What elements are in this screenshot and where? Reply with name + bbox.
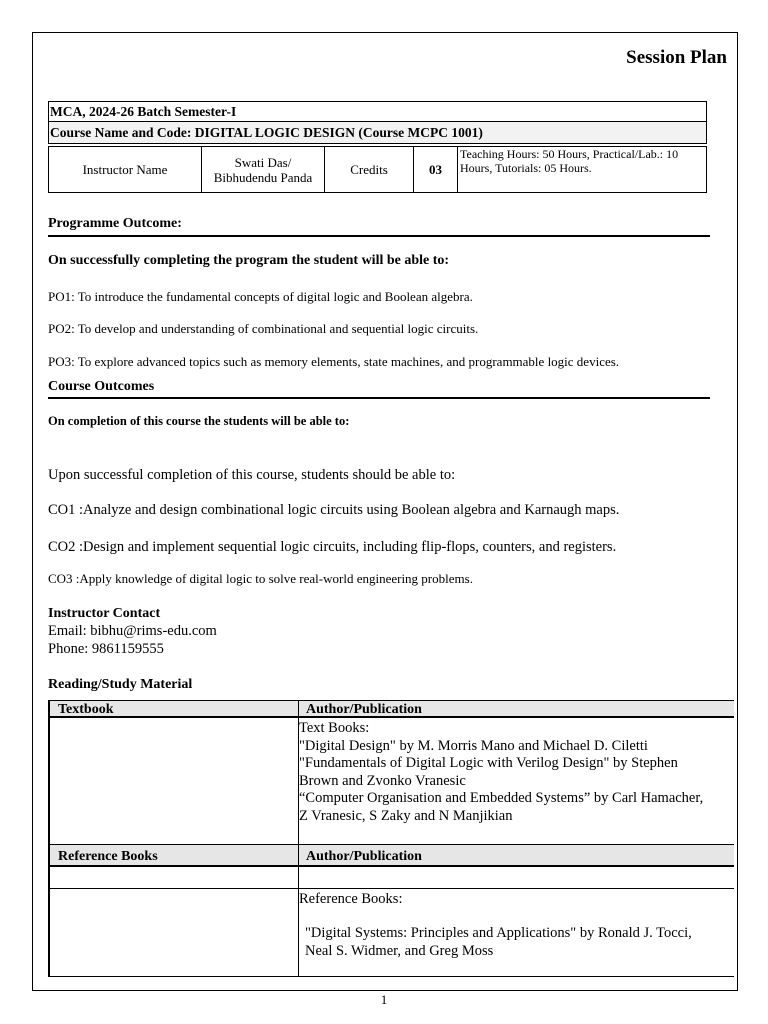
reference-list xyxy=(305,924,692,960)
table-left-border xyxy=(48,700,50,976)
textbook-list xyxy=(299,720,703,825)
po-item: PO1: To introduce the fundamental concepts of digital logic and Boolean algebra. xyxy=(48,289,473,304)
page-title: Session Plan xyxy=(626,47,727,68)
programme-rule xyxy=(48,235,710,237)
credits-label: Credits xyxy=(325,147,414,192)
reference-header-row xyxy=(48,844,734,867)
hours-cell xyxy=(458,147,706,192)
textbook-column-header: Textbook xyxy=(58,702,114,717)
course-name-row: Course Name and Code: DIGITAL LOGIC DESIGN (Course MCPC 1001) xyxy=(48,122,707,144)
reference-line: Neal S. Widmer, and Greg Moss xyxy=(305,943,494,959)
page-number: 1 xyxy=(380,992,388,1007)
textbook-line: Z Vranesic, S Zaky and N Manjikian xyxy=(299,807,513,824)
textbook-line: Brown and Zvonko Vranesic xyxy=(299,772,466,789)
credits-value: 03 xyxy=(414,147,458,192)
instructor-row xyxy=(48,146,707,193)
instructor-name-line-1: Swati Das/ xyxy=(234,154,292,170)
instructor-contact-heading: Instructor Contact xyxy=(48,606,161,621)
course-outcomes-rule xyxy=(48,397,710,399)
instructor-phone: Phone: 9861159555 xyxy=(48,641,164,657)
author-column-header: Author/Publication xyxy=(306,702,422,717)
row-divider xyxy=(48,888,734,889)
instructor-label: Instructor Name xyxy=(49,147,202,192)
reference-line: "Digital Systems: Principles and Applications" by Ronald J. Tocci, xyxy=(305,925,692,941)
instructor-name-line-2: Bibhudendu Panda xyxy=(213,169,313,185)
instructor-email: Email: bibhu@rims-edu.com xyxy=(48,623,217,639)
batch-row: MCA, 2024-26 Batch Semester-I xyxy=(48,101,707,122)
reading-table xyxy=(48,700,734,976)
textbook-line: “Computer Organisation and Embedded Systems” by Carl Hamacher, xyxy=(299,790,704,806)
po-item: PO2: To develop and understanding of combinational and sequential logic circuits. xyxy=(48,321,479,336)
reference-column-header: Reference Books xyxy=(58,849,158,864)
hours-line-1: Teaching Hours: 50 Hours, Practical/Lab.: 10 xyxy=(460,147,679,161)
table-bottom-border xyxy=(48,976,734,977)
po-item: PO3: To explore advanced topics such as memory elements, state machines, and programmable logic devices. xyxy=(48,354,620,369)
programme-intro: On successfully completing the program the student will be able to: xyxy=(48,253,450,268)
course-header-table xyxy=(48,101,707,193)
author-column-header-2: Author/Publication xyxy=(306,849,422,864)
course-outcomes-intro: On completion of this course the students will be able to: xyxy=(48,414,350,428)
reference-books-label: Reference Books: xyxy=(299,891,403,907)
textbook-line: "Digital Design" by M. Morris Mano and Michael D. Ciletti xyxy=(299,737,648,754)
textbook-header-row xyxy=(48,700,734,718)
course-outcomes-heading: Course Outcomes xyxy=(48,379,155,394)
co-item: CO3 :Apply knowledge of digital logic to solve real-world engineering problems. xyxy=(48,571,473,586)
textbook-line: Text Books: xyxy=(299,720,370,736)
co-item: CO1 :Analyze and design combinational logic circuits using Boolean algebra and Karnaugh maps. xyxy=(48,502,620,518)
course-outcomes-lead: Upon successful completion of this course, students should be able to: xyxy=(48,467,456,483)
reading-heading: Reading/Study Material xyxy=(48,677,193,692)
instructor-name xyxy=(202,147,325,192)
hours-line-2: Hours, Tutorials: 05 Hours. xyxy=(460,161,592,175)
co-item: CO2 :Design and implement sequential logic circuits, including flip-flops, counters, and registers. xyxy=(48,539,617,555)
programme-outcome-heading: Programme Outcome: xyxy=(48,216,182,231)
textbook-line: "Fundamentals of Digital Logic with Verilog Design" by Stephen xyxy=(299,755,678,771)
